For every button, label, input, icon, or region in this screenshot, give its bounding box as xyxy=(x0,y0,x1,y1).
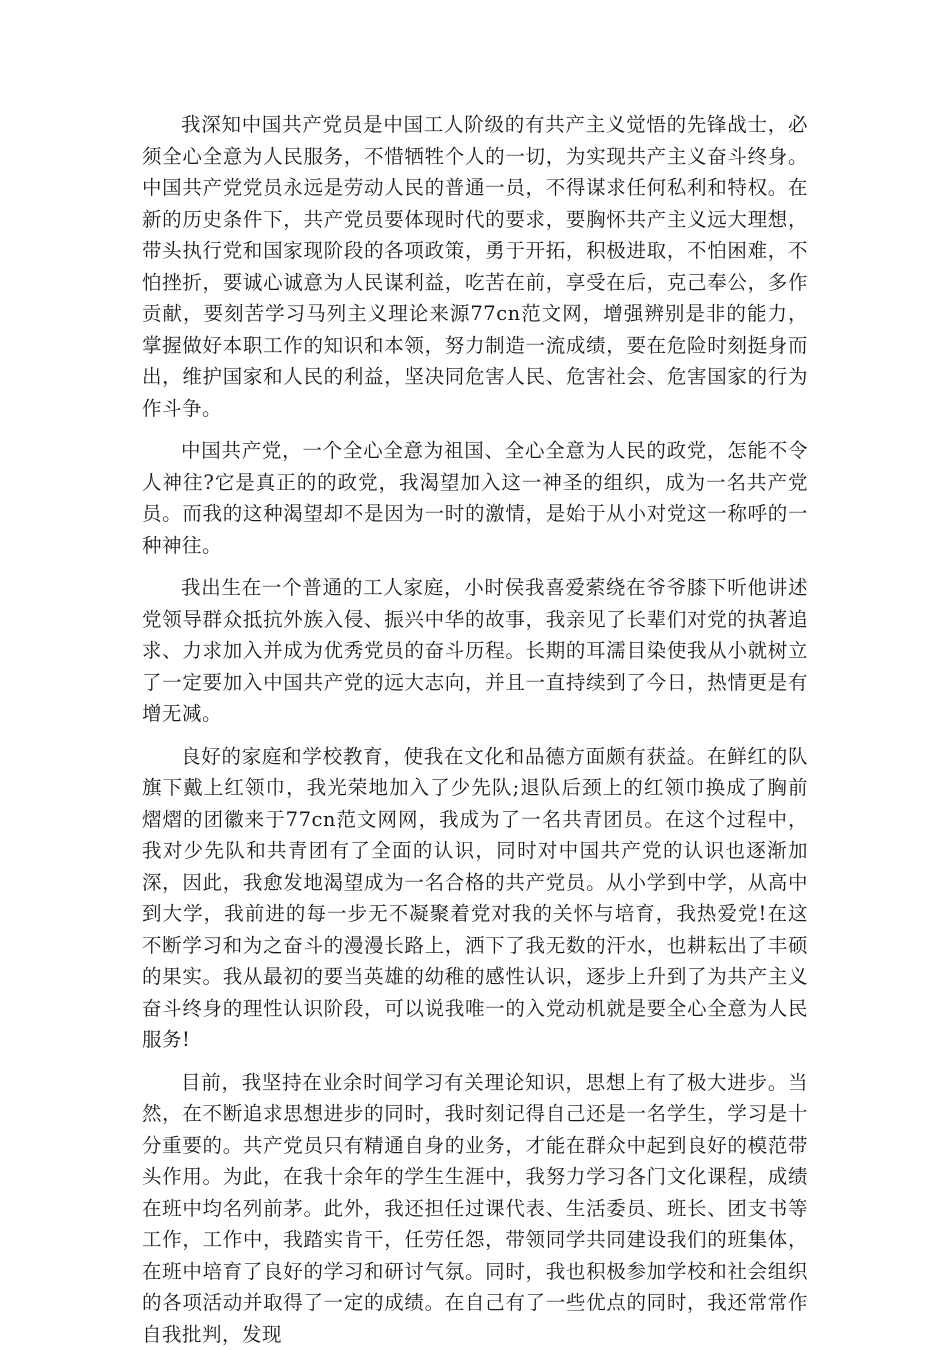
paragraph-3: 我出生在一个普通的工人家庭，小时侯我喜爱萦绕在爷爷膝下听他讲述党领导群众抵抗外族入侵、振兴中华的故事，我亲见了长辈们对党的执著追求、力求加入并成为优秀党员的奋斗历程。长期的耳濡目染使我从小就树立了一定要加入中国共产党的远大志向，并且一直持续到了今日，热情更是有增无减。 xyxy=(142,572,808,730)
paragraph-1: 我深知中国共产党员是中国工人阶级的有共产主义觉悟的先锋战士，必须全心全意为人民服务，不惜牺牲个人的一切，为实现共产主义奋斗终身。中国共产党党员永远是劳动人民的普通一员，不得谋求任何私利和特权。在新的历史条件下，共产党员要体现时代的要求，要胸怀共产主义远大理想，带头执行党和国家现阶段的各项政策，勇于开拓，积极进取，不怕困难，不怕挫折，要诚心诚意为人民谋利益，吃苦在前，享受在后，克己奉公，多作贡献，要刻苦学习马列主义理论来源77cn范文网，增强辨别是非的能力，掌握做好本职工作的知识和本领，努力制造一流成绩，要在危险时刻挺身而出，维护国家和人民的利益，坚决同危害人民、危害社会、危害国家的行为作斗争。 xyxy=(142,109,808,424)
document-body xyxy=(142,109,808,1350)
paragraph-5: 目前，我坚持在业余时间学习有关理论知识，思想上有了极大进步。当然，在不断追求思想进步的同时，我时刻记得自己还是一名学生，学习是十分重要的。共产党员只有精通自身的业务，才能在群众中起到良好的模范带头作用。为此，在我十余年的学生生涯中，我努力学习各门文化课程，成绩在班中均名列前茅。此外，我还担任过课代表、生活委员、班长、团支书等工作，工作中，我踏实肯干，任劳任怨，带领同学共同建设我们的班集体，在班中培育了良好的学习和研讨气氛。同时，我也积极参加学校和社会组织的各项活动并取得了一定的成绩。在自己有了一些优点的同时，我还常常作自我批判，发现 xyxy=(142,1067,808,1350)
paragraph-4: 良好的家庭和学校教育，使我在文化和品德方面颇有获益。在鲜红的队旗下戴上红领巾，我光荣地加入了少先队;退队后颈上的红领巾换成了胸前熠熠的团徽来于77cn范文网网，我成为了一名共青团员。在这个过程中，我对少先队和共青团有了全面的认识，同时对中国共产党的认识也逐渐加深，因此，我愈发地渴望成为一名合格的共产党员。从小学到中学，从高中到大学，我前进的每一步无不凝聚着党对我的关怀与培育，我热爱党!在这不断学习和为之奋斗的漫漫长路上，洒下了我无数的汗水，也耕耘出了丰硕的果实。我从最初的要当英雄的幼稚的感性认识，逐步上升到了为共产主义奋斗终身的理性认识阶段，可以说我唯一的入党动机就是要全心全意为人民服务! xyxy=(142,741,808,1056)
paragraph-2: 中国共产党，一个全心全意为祖国、全心全意为人民的政党，怎能不令人神往?它是真正的的政党，我渴望加入这一神圣的组织，成为一名共产党员。而我的这种渴望却不是因为一时的激情，是始于从小对党这一称呼的一种神往。 xyxy=(142,435,808,561)
